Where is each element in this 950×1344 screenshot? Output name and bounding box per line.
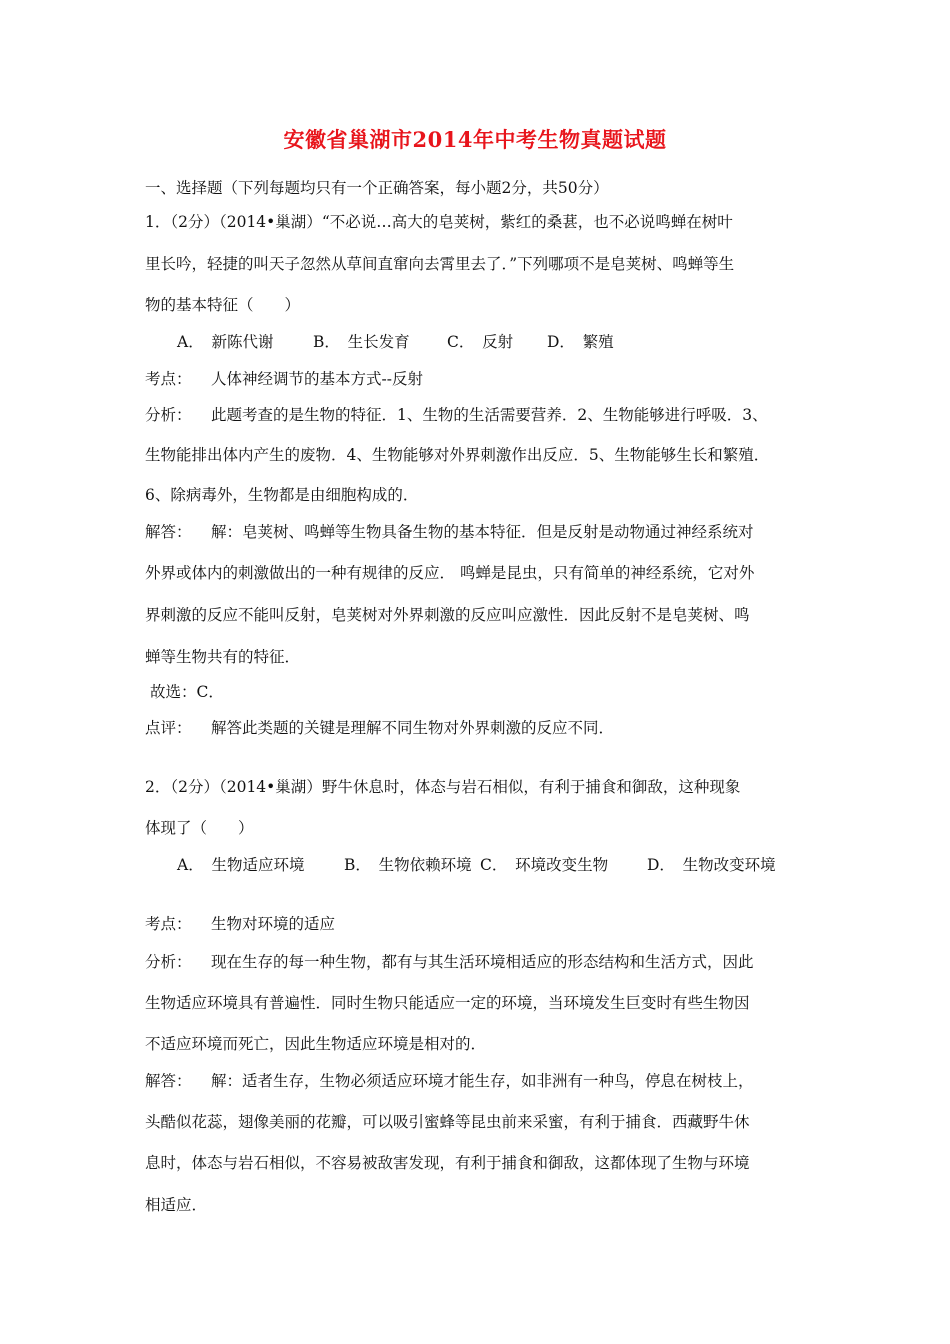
q2-jieda-label: 解答： [145,1072,192,1090]
q2-option-a: A． 生物适应环境 [177,856,305,874]
q2-kaodian-text: 生物对环境的适应 [211,915,336,933]
q1-jieda-label: 解答： [145,523,192,541]
q2-option-d: D． 生物改变环境 [647,856,776,874]
q2-kaodian-label: 考点： [145,915,192,933]
q2-fenxi-text: 现在生存的每一种生物，都有与其生活环境相适应的形态结构和生活方式，因此 [211,953,754,971]
q1-jieda-line: 蝉等生物共有的特征． [145,648,301,666]
q1-dianping-label: 点评： [145,719,192,737]
q1-fenxi-text: 此题考查的是生物的特征．1、生物的生活需要营养．2、生物能够进行呼吸．3、 [211,406,768,424]
q2-jieda-line: 息时，体态与岩石相似，不容易被敌害发现，有利于捕食和御敌，这都体现了生物与环境 [145,1154,750,1172]
q2-fenxi-line: 不适应环境而死亡，因此生物适应环境是相对的． [145,1035,487,1053]
q2-fenxi-label: 分析： [145,953,192,971]
q1-jieda-line: 界刺激的反应不能叫反射，皂荚树对外界刺激的反应叫应激性．因此反射不是皂荚树、鸣 [145,606,750,624]
q1-jieda-text: 解：皂荚树、鸣蝉等生物具备生物的基本特征．但是反射是动物通过神经系统对 [211,523,754,541]
q1-dianping-text: 解答此类题的关键是理解不同生物对外界刺激的反应不同． [211,719,615,737]
section-heading: 一、选择题（下列每题均只有一个正确答案，每小题2分，共50分） [145,179,609,197]
q2-stem-line: 体现了（ ） [145,819,254,837]
q1-fenxi-line: 生物能排出体内产生的废物．4、生物能够对外界刺激作出反应．5、生物能够生长和繁殖． [145,446,770,464]
q1-option-a: A． 新陈代谢 [177,333,274,351]
q1-jieda-line: 外界或体内的刺激做出的一种有规律的反应． 鸣蝉是昆虫，只有简单的神经系统，它对外 [145,564,755,582]
q2-stem-line: 2．（2分）（2014•巢湖）野牛休息时，体态与岩石相似，有利于捕食和御敌，这种现象 [145,778,741,796]
q1-kaodian-text: 人体神经调节的基本方式--反射 [211,370,423,388]
q1-stem-line: 里长吟，轻捷的叫天子忽然从草间直窜向去霄里去了．”下列哪项不是皂荚树、鸣蝉等生 [145,255,735,273]
q2-fenxi-line: 生物适应环境具有普遍性．同时生物只能适应一定的环境，当环境发生巨变时有些生物因 [145,994,750,1012]
q2-option-b: B． 生物依赖环境 [344,856,472,874]
q1-stem-line: 物的基本特征（ ） [145,296,301,314]
q1-option-c: C． 反射 [447,333,514,351]
q1-fenxi-line: 6、除病毒外，生物都是由细胞构成的． [145,486,419,504]
q1-kaodian-label: 考点： [145,370,192,388]
q2-jieda-text: 解：适者生存，生物必须适应环境才能生存，如非洲有一种鸟，停息在树枝上， [211,1072,754,1090]
q1-option-b: B． 生长发育 [313,333,410,351]
q1-answer: 故选：C． [150,683,224,701]
q2-option-c: C． 环境改变生物 [480,856,609,874]
q2-jieda-line: 相适应． [145,1196,208,1214]
q1-stem-line: 1．（2分）（2014•巢湖）“不必说…高大的皂荚树，紫红的桑葚，也不必说鸣蝉在树叶 [145,213,733,231]
q1-fenxi-label: 分析： [145,406,192,424]
q2-jieda-line: 头酷似花蕊，翅像美丽的花瓣，可以吸引蜜蜂等昆虫前来采蜜，有利于捕食．西藏野牛休 [145,1113,750,1131]
document-title: 安徽省巢湖市2014年中考生物真题试题 [283,127,667,152]
q1-option-d: D． 繁殖 [547,333,614,351]
